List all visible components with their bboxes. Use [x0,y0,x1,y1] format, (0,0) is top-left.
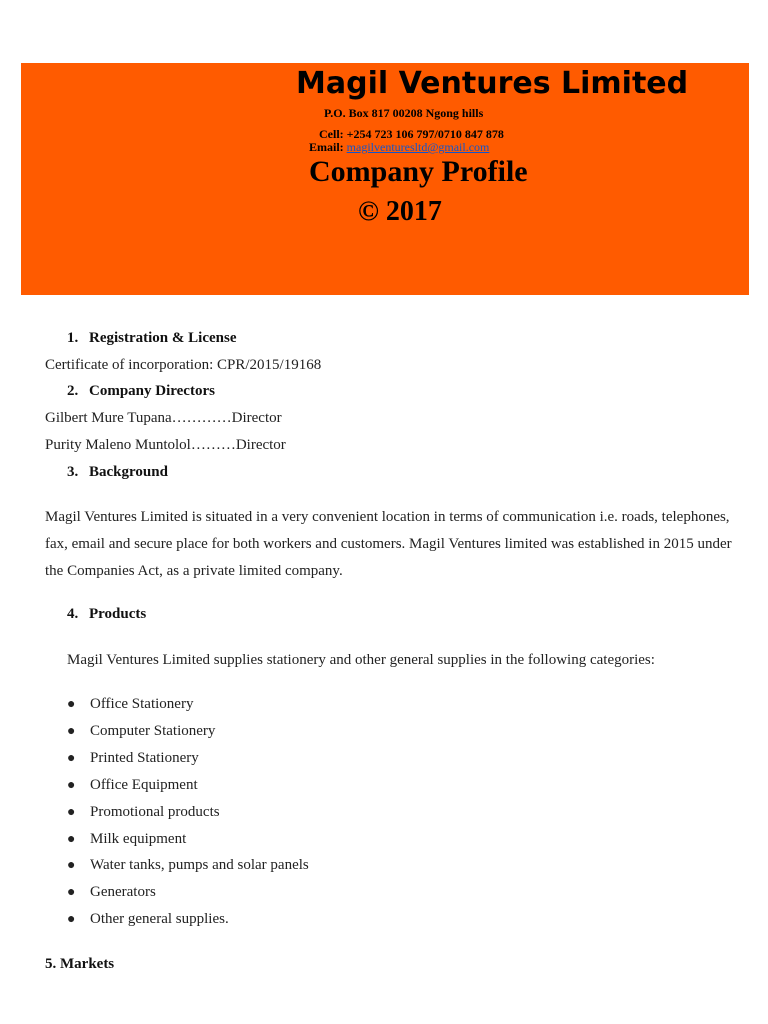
bullet-icon: ● [67,751,76,766]
director-item: Gilbert Mure Tupana…………Director [45,410,282,426]
list-item [67,857,309,874]
section-number: 2. [67,383,79,399]
section-title: Background [89,464,168,480]
section-number: 4. [67,606,79,622]
copyright-year: © 2017 [358,196,442,227]
section-heading-registration [67,330,236,347]
bullet-icon: ● [67,885,76,900]
list-item [67,750,199,767]
section-heading-markets: 5. Markets [45,956,115,972]
company-name: Magil Ventures Limited [296,66,689,101]
list-item-label: Water tanks, pumps and solar panels [90,857,309,873]
email-label: Email: [309,140,344,154]
section-heading-background [67,464,168,481]
email-line [309,140,489,155]
section-heading-directors [67,383,215,400]
list-item [67,804,220,821]
cell-number: Cell: +254 723 106 797/0710 847 878 [319,127,504,141]
po-box: P.O. Box 817 00208 Ngong hills [324,106,484,120]
bullet-icon: ● [67,724,76,739]
registration-text: Certificate of incorporation: CPR/2015/19168 [45,357,322,373]
list-item-label: Promotional products [90,804,220,820]
list-item-label: Office Stationery [90,696,194,712]
section-title: Registration & License [89,330,237,346]
list-item [67,831,186,848]
list-item-label: Computer Stationery [90,723,216,739]
document-title: Company Profile [309,155,528,188]
bullet-icon: ● [67,805,76,820]
background-paragraph: Magil Ventures Limited is situated in a very convenient location in terms of communication i.e. roads, telephones, fax, email and secure place for both workers and customers. Magil Ventures limited was established in 2015 under the Companies Act, as a private limited company. [45,509,732,579]
section-title: Company Directors [89,383,215,399]
bullet-icon: ● [67,858,76,873]
list-item-label: Printed Stationery [90,750,199,766]
list-item [67,884,156,901]
list-item-label: Generators [90,884,156,900]
list-item [67,777,198,794]
bullet-icon: ● [67,832,76,847]
bullet-icon: ● [67,912,76,927]
list-item-label: Milk equipment [90,831,187,847]
list-item [67,696,193,713]
products-intro: Magil Ventures Limited supplies stationery and other general supplies in the following categories: [67,652,655,668]
section-heading-products [67,606,146,623]
list-item-label: Other general supplies. [90,911,229,927]
director-item: Purity Maleno Muntolol………Director [45,437,286,453]
list-item [67,723,215,740]
list-item [67,911,229,928]
bullet-icon: ● [67,697,76,712]
section-number: 1. [67,330,79,346]
section-title: Products [89,606,147,622]
section-number: 3. [67,464,79,480]
email-link[interactable]: magilventuresltd@gmail.com [346,140,490,154]
bullet-icon: ● [67,778,76,793]
list-item-label: Office Equipment [90,777,198,793]
